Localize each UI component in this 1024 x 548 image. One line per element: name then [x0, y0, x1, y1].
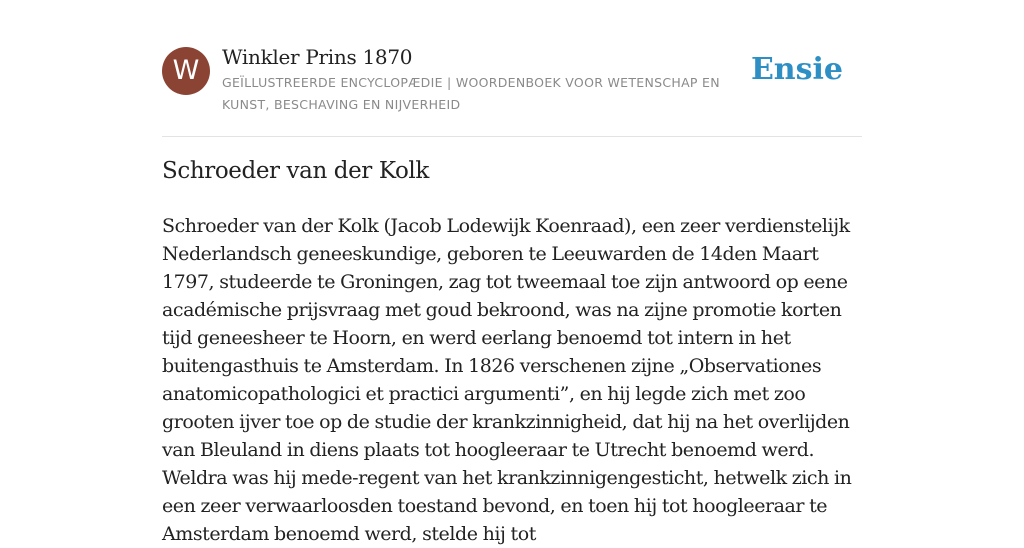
source-title[interactable]: Winkler Prins 1870	[222, 45, 413, 69]
ensie-logo[interactable]: Ensie	[750, 52, 843, 87]
article-body: Schroeder van der Kolk (Jacob Lodewijk Koenraad), een zeer verdienstelijk Nederlandsch geneeskundige, geboren te Leeuwarden de 14den Maart 1797, studeerde te Groningen, zag tot tweemaal toe zijn antwoord op eene académische prijsvraag met goud bekroond, was na zijne promotie korten tijd geneesheer te Hoorn, en werd eerlang benoemd tot intern in het buitengasthuis te Amsterdam. In 1826 verschenen zijne „Observationes anatomicopathologici et practici argumenti”, en hij legde zich met zoo grooten ijver toe op de studie der krankzinnigheid, dat hij na het overlijden van Bleuland in diens plaats tot hoogleeraar te Utrecht benoemd werd. Weldra was hij mede-regent van het krankzinnigengesticht, hetwelk zich in een zeer verwaarloosden toestand bevond, en toen hij tot hoogleeraar te Amsterdam benoemd werd, stelde hij tot	[162, 215, 852, 545]
article-title: Schroeder van der Kolk	[162, 158, 429, 184]
source-subtitle: GEÏLLUSTREERDE ENCYCLOPÆDIE | WOORDENBOEK VOOR WETENSCHAP EN KUNST, BESCHAVING EN NIJVERHEID	[222, 75, 720, 112]
source-avatar[interactable]: W	[162, 47, 210, 95]
source-header	[162, 40, 862, 137]
